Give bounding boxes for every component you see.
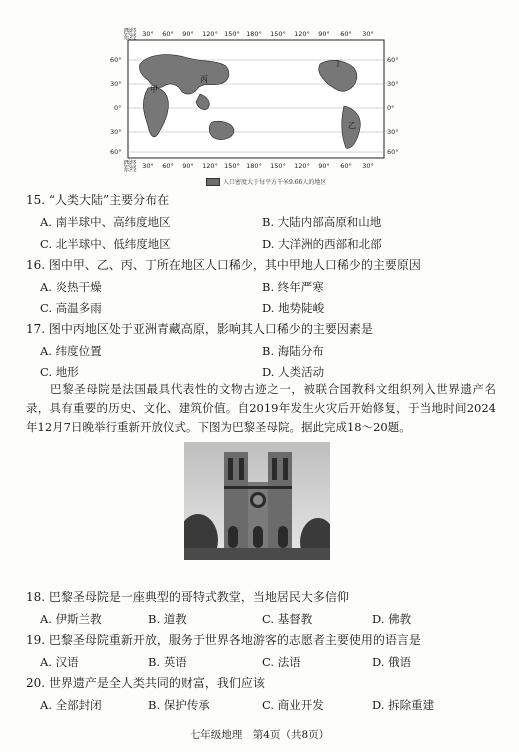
q18-option-a: A. 伊斯兰教 — [40, 612, 102, 626]
svg-text:30°: 30° — [142, 162, 154, 170]
svg-text:东经: 东经 — [123, 33, 137, 41]
svg-text:30°: 30° — [110, 80, 122, 88]
svg-text:60°: 60° — [110, 56, 122, 64]
svg-text:90°: 90° — [318, 162, 330, 170]
svg-text:60°: 60° — [162, 162, 174, 170]
q15-option-a: A. 南半球中、高纬度地区 — [40, 215, 171, 229]
svg-text:西经: 西经 — [123, 27, 137, 35]
question-18-stem: 18. 巴黎圣母院是一座典型的哥特式教堂，当地居民大多信仰 — [26, 590, 349, 604]
page-footer: 七年级地理 第4页（共8页） — [189, 729, 330, 741]
svg-text:东经: 东经 — [123, 165, 137, 173]
svg-text:60°: 60° — [110, 148, 122, 156]
question-20-stem: 20. 世界遗产是全人类共同的财富，我们应该 — [26, 676, 265, 690]
map-legend — [206, 177, 326, 186]
svg-text:西经: 西经 — [123, 159, 137, 167]
q16-option-c: C. 高温多雨 — [40, 301, 102, 315]
q18-option-c: C. 基督教 — [262, 612, 313, 626]
svg-text:30°: 30° — [387, 80, 399, 88]
svg-text:120°: 120° — [294, 30, 310, 38]
svg-text:丙: 丙 — [200, 75, 208, 84]
q17-option-b: B. 海陆分布 — [262, 344, 324, 358]
svg-text:60°: 60° — [387, 56, 399, 64]
q20-option-d: D. 拆除重建 — [372, 698, 435, 712]
svg-text:30°: 30° — [387, 128, 399, 136]
svg-text:60°: 60° — [387, 148, 399, 156]
population-map — [108, 24, 404, 174]
q20-option-b: B. 保护传承 — [148, 698, 210, 712]
svg-text:60°: 60° — [340, 30, 352, 38]
q19-option-a: A. 汉语 — [40, 655, 79, 669]
q19-option-b: B. 英语 — [148, 655, 187, 669]
q15-option-d: D. 大洋洲的西部和北部 — [262, 237, 382, 251]
svg-text:120°: 120° — [202, 162, 218, 170]
legend-label: 人口密度大于每平方千米9.66人的地区 — [223, 179, 327, 186]
svg-text:90°: 90° — [182, 162, 194, 170]
svg-text:180°: 180° — [246, 162, 262, 170]
question-15-stem: 15. “人类大陆”主要分布在 — [26, 193, 170, 207]
question-19-stem: 19. 巴黎圣母院重新开放，服务于世界各地游客的志愿者主要使用的语言是 — [26, 633, 421, 647]
q19-option-d: D. 俄语 — [372, 655, 412, 669]
notre-dame-photo — [184, 442, 330, 560]
q17-option-c: C. 地形 — [40, 365, 79, 379]
reading-passage: 巴黎圣母院是法国最具代表性的文物古迹之一，被联合国教科文组织列入世界遗产名录，具有重要的历史、文化、建筑价值。自2019年发生火灾后开始修复，于当地时间2024年12月7日晚举行重新开放仪式。下图为巴黎圣母院。据此完成18～20题。 — [26, 382, 496, 434]
q15-option-c: C. 北半球中、低纬度地区 — [40, 237, 171, 251]
q18-option-b: B. 道教 — [148, 612, 187, 626]
legend-swatch — [206, 178, 220, 186]
q20-option-c: C. 商业开发 — [262, 698, 324, 712]
svg-text:180°: 180° — [246, 30, 262, 38]
svg-text:乙: 乙 — [348, 121, 356, 130]
svg-text:丁: 丁 — [334, 59, 342, 68]
svg-text:150°: 150° — [270, 162, 286, 170]
world-population-map — [108, 24, 404, 174]
svg-text:30°: 30° — [110, 128, 122, 136]
svg-text:150°: 150° — [270, 30, 286, 38]
svg-text:90°: 90° — [318, 30, 330, 38]
q16-option-d: D. 地势陡峻 — [262, 301, 325, 315]
svg-text:30°: 30° — [362, 162, 374, 170]
svg-text:0°: 0° — [387, 104, 395, 112]
q17-option-a: A. 纬度位置 — [40, 344, 102, 358]
q19-option-c: C. 法语 — [262, 655, 301, 669]
svg-text:60°: 60° — [162, 30, 174, 38]
svg-text:甲: 甲 — [150, 85, 158, 94]
question-17-stem: 17. 图中丙地区处于亚洲青藏高原，影响其人口稀少的主要因素是 — [26, 322, 373, 336]
svg-text:30°: 30° — [142, 30, 154, 38]
q16-option-b: B. 终年严寒 — [262, 280, 324, 294]
svg-text:60°: 60° — [340, 162, 352, 170]
svg-text:150°: 150° — [224, 162, 240, 170]
q16-option-a: A. 炎热干燥 — [40, 280, 102, 294]
svg-text:0°: 0° — [114, 104, 122, 112]
svg-text:30°: 30° — [362, 30, 374, 38]
svg-text:120°: 120° — [294, 162, 310, 170]
q17-option-d: D. 人类活动 — [262, 365, 325, 379]
svg-text:150°: 150° — [224, 30, 240, 38]
q20-option-a: A. 全部封闭 — [40, 698, 102, 712]
svg-text:120°: 120° — [202, 30, 218, 38]
q18-option-d: D. 佛教 — [372, 612, 412, 626]
q15-option-b: B. 大陆内部高原和山地 — [262, 215, 382, 229]
svg-text:90°: 90° — [182, 30, 194, 38]
question-16-stem: 16. 图中甲、乙、丙、丁所在地区人口稀少，其中甲地人口稀少的主要原因 — [26, 258, 421, 272]
